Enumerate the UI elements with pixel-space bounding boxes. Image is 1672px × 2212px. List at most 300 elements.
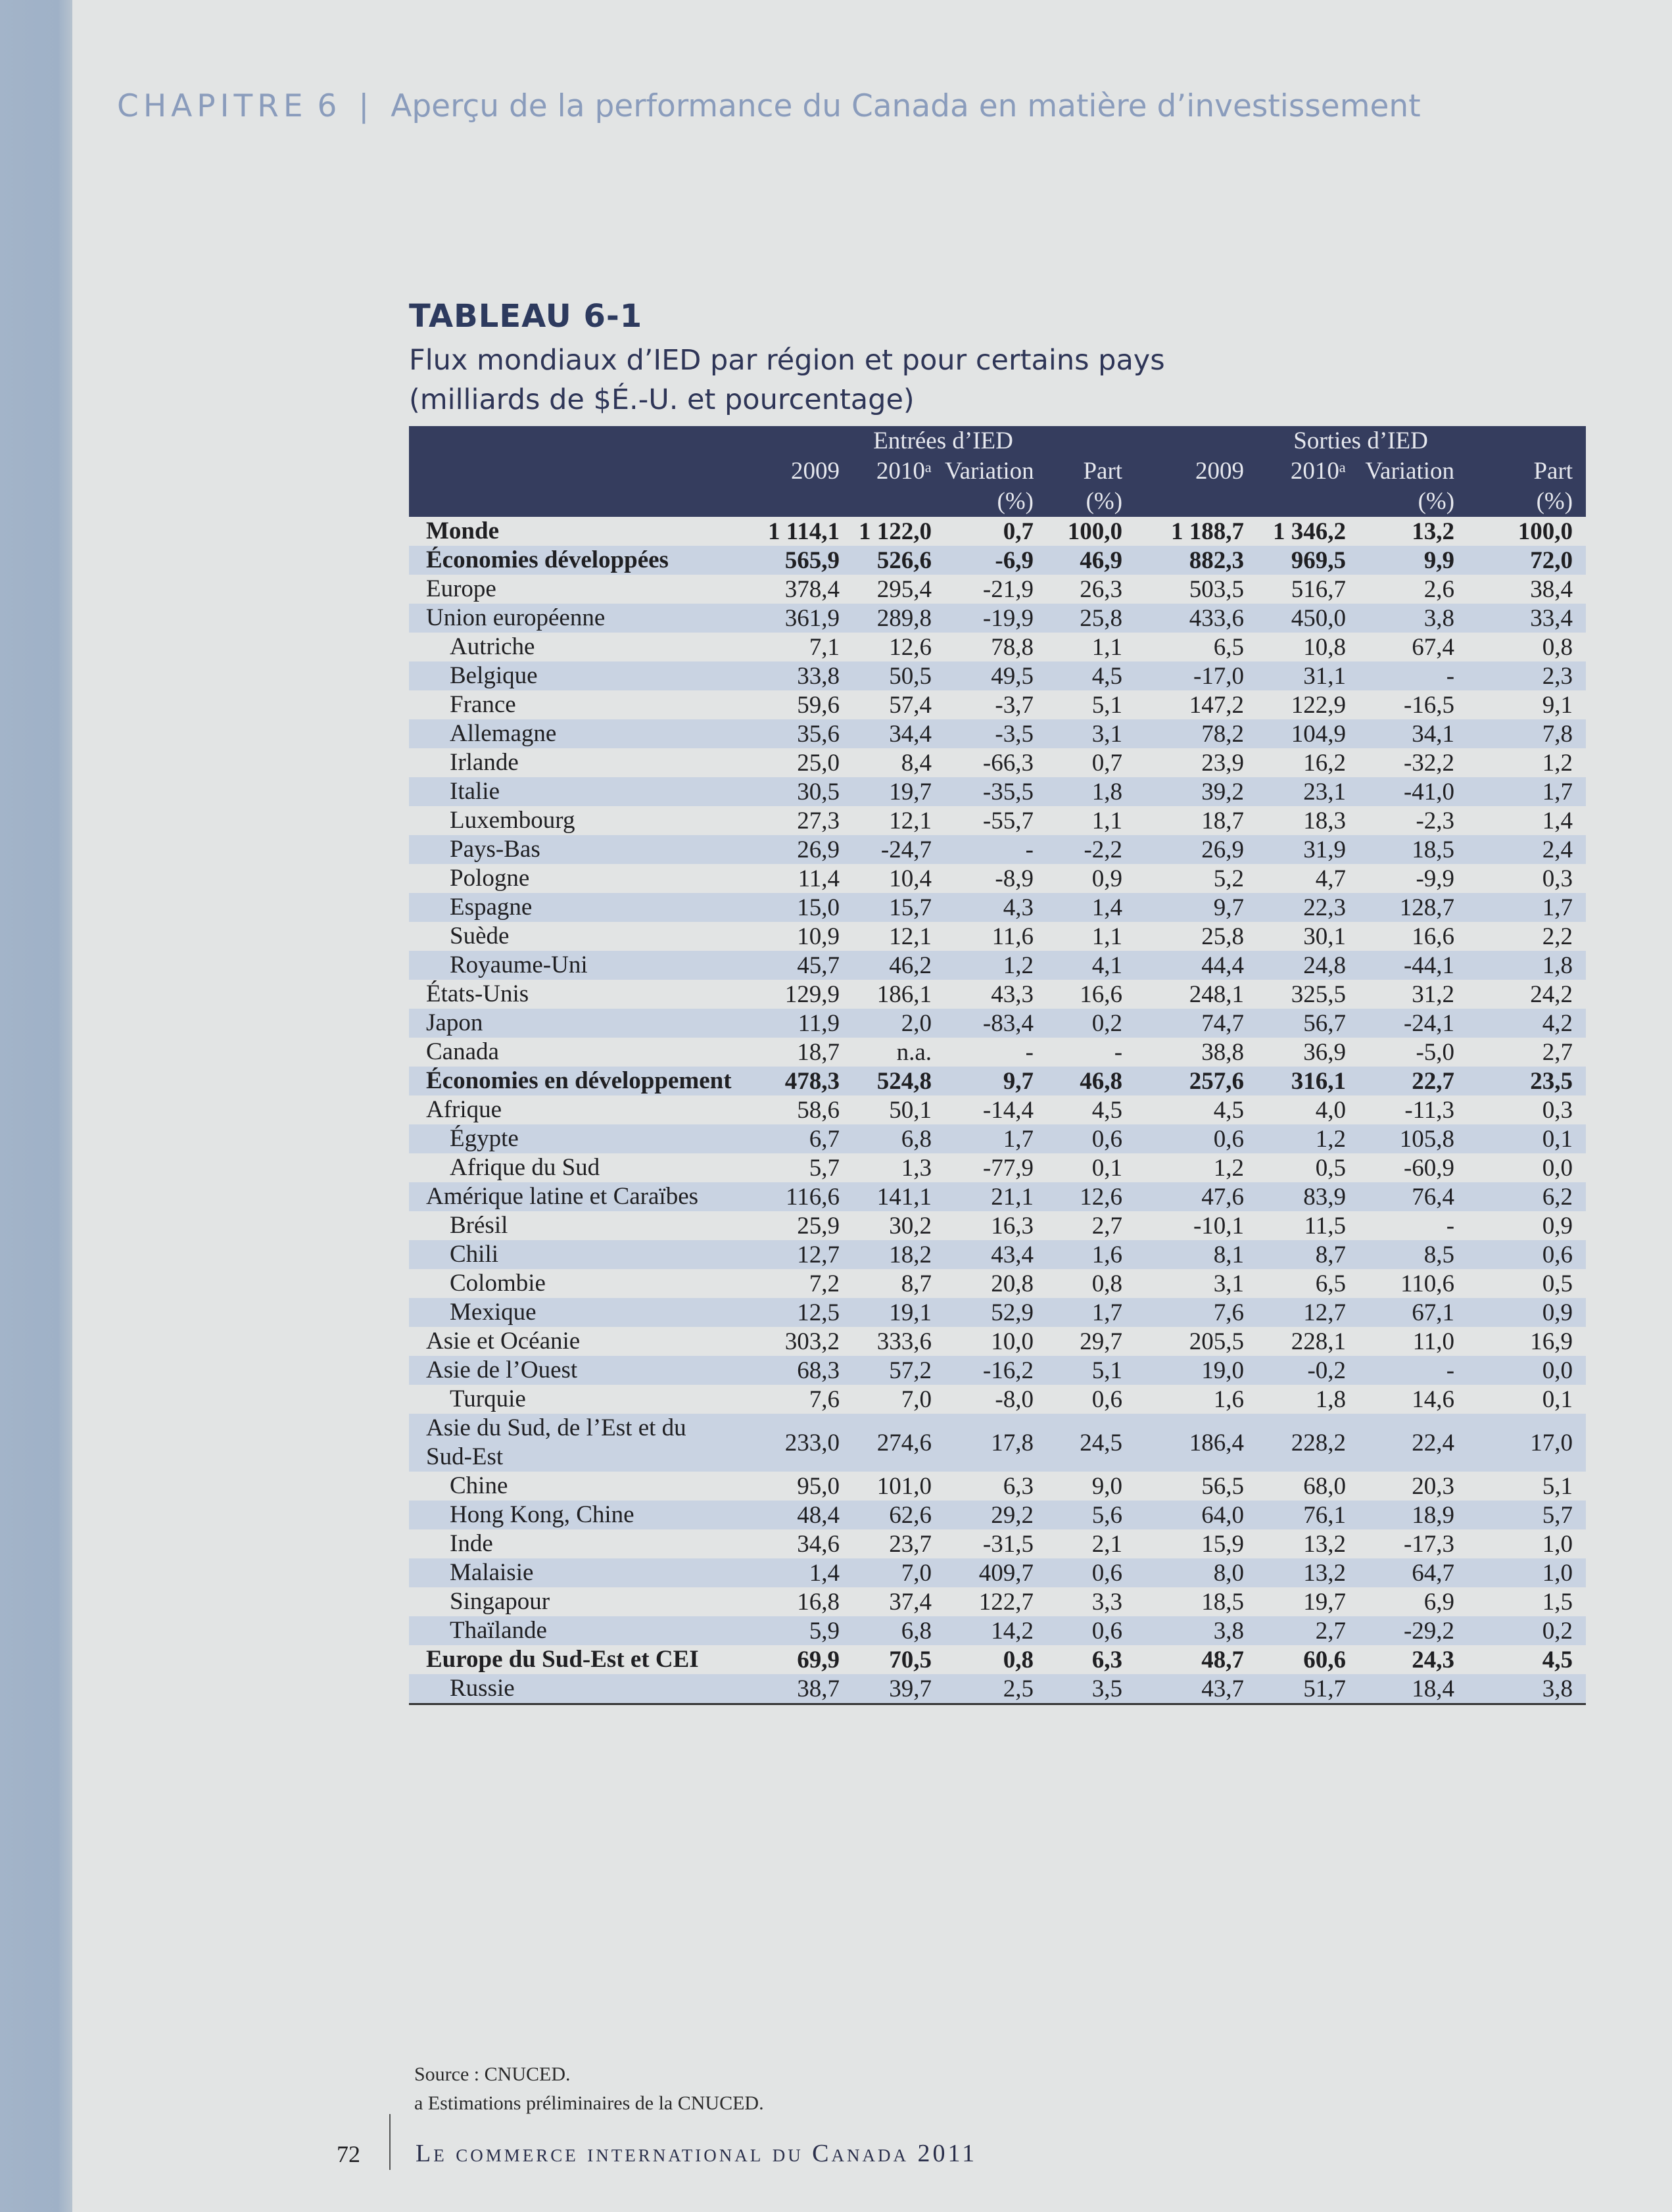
value-cell: 68,3 [751,1356,853,1385]
value-cell: -29,2 [1359,1616,1468,1645]
value-cell: 11,5 [1304,1212,1347,1239]
value-cell: -66,3 [982,749,1034,777]
value-cell: 22,3 [1257,893,1359,922]
value-cell: 5,2 [1213,865,1245,892]
value-cell: 34,6 [797,1530,840,1558]
value-cell: 0,8 [1542,633,1573,661]
value-cell: 18,3 [1303,807,1347,834]
row-label: Économies en développement [409,1067,751,1095]
value-cell: 3,8 [1468,1674,1586,1704]
value-cell: 15,0 [751,893,853,922]
value-cell: - [945,835,1047,864]
value-cell: - [1359,661,1468,690]
value-cell: 8,1 [1135,1240,1257,1269]
row-label: Amérique latine et Caraïbes [409,1182,751,1211]
value-cell: 0,9 [1542,1212,1573,1239]
table-row [409,1182,1586,1211]
chapter-header [117,88,1421,124]
row-label: Chine [450,1472,508,1499]
value-cell: 0,0 [1468,1356,1586,1385]
table-row [409,748,1586,777]
value-cell: 46,8 [1047,1067,1135,1095]
value-cell: 15,9 [1201,1530,1245,1558]
column-header: Variation [945,456,1047,487]
row-label: Afrique [426,1096,502,1123]
value-cell: -31,5 [982,1530,1034,1558]
row-label: Asie du Sud, de l’Est et du Sud-Est [409,1414,751,1472]
value-cell: 186,4 [1135,1414,1257,1472]
table-row [409,690,1586,719]
value-cell: 2,7 [1542,1038,1573,1066]
value-cell: 26,9 [1135,835,1257,864]
value-cell: 2,7 [1257,1616,1359,1645]
value-cell: 6,5 [1213,633,1245,661]
value-cell: 409,7 [945,1558,1047,1587]
table-header [409,426,1586,517]
value-cell: 4,5 [1091,1096,1123,1124]
table-row [409,1385,1586,1414]
value-cell: 18,4 [1359,1674,1468,1704]
value-cell: 6,9 [1423,1588,1455,1616]
value-cell: 1,2 [1257,1124,1359,1153]
value-cell: 16,6 [1080,980,1123,1008]
value-cell: -24,7 [853,835,945,864]
value-cell: 16,6 [1412,923,1455,950]
value-cell: 17,0 [1468,1414,1586,1472]
value-cell: -14,4 [982,1096,1034,1124]
row-label: Union européenne [409,604,751,633]
value-cell: 433,6 [1135,604,1257,633]
table-row [409,835,1586,864]
value-cell: 0,3 [1542,1096,1573,1124]
column-header: 2010ᵃ [853,456,945,487]
value-cell: 10,0 [991,1328,1034,1355]
value-cell: 5,7 [1468,1501,1586,1529]
value-cell: 56,7 [1257,1009,1359,1038]
value-cell: 1,2 [945,951,1047,980]
value-cell: -9,9 [1416,865,1455,892]
table-row [409,1095,1586,1124]
column-unit: (%) [1359,487,1468,517]
value-cell: -0,2 [1257,1356,1359,1385]
value-cell: 36,9 [1303,1038,1347,1066]
page-binding-edge [0,0,72,2212]
value-cell: 4,7 [1315,865,1347,892]
row-label: Hong Kong, Chine [409,1501,751,1529]
column-header: 2010ᵃ [1257,456,1359,487]
row-label: Pays-Bas [409,835,751,864]
value-cell: 122,9 [1291,691,1347,719]
row-label: Espagne [409,893,751,922]
column-header: Part [1468,456,1586,487]
value-cell: 1,4 [751,1558,853,1587]
value-cell: 6,3 [1003,1472,1034,1500]
table-label: TABLEAU 6-1 [409,298,643,335]
value-cell: - [1359,1356,1468,1385]
value-cell: 18,2 [853,1240,945,1269]
row-label: Suède [450,923,510,950]
value-cell: 0,2 [1468,1616,1586,1645]
value-cell: 24,8 [1257,951,1359,980]
value-cell: 3,8 [1135,1616,1257,1645]
group-header-outflows: Sorties d’IED [1135,426,1586,456]
value-cell: 76,1 [1257,1501,1359,1529]
value-cell: 5,9 [751,1616,853,1645]
row-label: Irlande [450,749,519,776]
value-cell: 882,3 [1135,546,1257,575]
value-cell: 38,8 [1201,1038,1245,1066]
value-cell: 0,1 [1091,1154,1123,1182]
value-cell: 1 114,1 [768,517,840,545]
value-cell: 72,0 [1468,546,1586,575]
value-cell: 11,0 [1412,1328,1455,1355]
value-cell: -19,9 [945,604,1047,633]
value-cell: 24,2 [1530,980,1573,1008]
value-cell: n.a. [896,1038,932,1066]
chapter-separator: | [358,88,370,124]
value-cell: 17,8 [945,1414,1047,1472]
value-cell: 295,4 [876,575,932,603]
value-cell: 12,1 [889,923,932,950]
value-cell: 4,3 [945,893,1047,922]
table-row [409,1645,1586,1674]
value-cell: 24,5 [1047,1414,1135,1472]
value-cell: 325,5 [1291,980,1347,1008]
value-cell: 110,6 [1400,1270,1455,1297]
value-cell: 105,8 [1359,1124,1468,1153]
value-cell: -32,2 [1403,749,1455,777]
row-label: Égypte [409,1124,751,1153]
value-cell: 2,4 [1468,835,1586,864]
value-cell: - [1446,1212,1455,1239]
row-label: Économies développées [409,546,751,575]
value-cell: 0,7 [1091,749,1123,777]
value-cell: 23,5 [1468,1067,1586,1095]
value-cell: 33,4 [1468,604,1586,633]
value-cell: 38,7 [751,1674,853,1704]
row-label: Turquie [450,1385,526,1412]
column-unit: (%) [945,487,1047,517]
value-cell: 95,0 [797,1472,840,1500]
value-cell: -77,9 [982,1154,1034,1182]
value-cell: 100,0 [1517,517,1573,545]
value-cell: 2,3 [1468,661,1586,690]
row-label: Japon [409,1009,751,1038]
value-cell: 11,4 [798,865,840,892]
table-row [409,1356,1586,1385]
value-cell: -41,0 [1359,777,1468,806]
table-row [409,1674,1586,1704]
value-cell: 129,9 [784,980,840,1008]
value-cell: 3,1 [1047,719,1135,748]
value-cell: -11,3 [1404,1096,1455,1124]
value-cell: 116,6 [751,1182,853,1211]
value-cell: 5,7 [809,1154,840,1182]
value-cell: 21,1 [945,1182,1047,1211]
value-cell: 1,2 [1213,1154,1245,1182]
table-row [409,980,1586,1009]
footer-divider [389,2114,391,2170]
value-cell: 1,8 [1315,1385,1347,1413]
value-cell: 30,5 [751,777,853,806]
value-cell: 1,0 [1542,1530,1573,1558]
value-cell: 18,9 [1359,1501,1468,1529]
value-cell: 1,7 [1468,893,1586,922]
value-cell: -44,1 [1359,951,1468,980]
value-cell: 16,2 [1303,749,1347,777]
value-cell: -24,1 [1359,1009,1468,1038]
value-cell: 19,7 [1303,1588,1347,1616]
value-cell: 12,1 [889,807,932,834]
value-cell: 62,6 [853,1501,945,1529]
row-label: Belgique [409,661,751,690]
value-cell: 7,1 [809,633,840,661]
value-cell: 257,6 [1135,1067,1257,1095]
value-cell: 46,9 [1047,546,1135,575]
value-cell: 29,7 [1080,1328,1123,1355]
column-unit: (%) [1468,487,1586,517]
value-cell: 67,1 [1359,1298,1468,1327]
value-cell: 18,7 [1201,807,1245,834]
table-row [409,1067,1586,1095]
value-cell: 450,0 [1257,604,1359,633]
value-cell: -2,2 [1047,835,1135,864]
value-cell: 35,6 [751,719,853,748]
table-row [409,1587,1586,1616]
value-cell: 9,1 [1542,691,1573,719]
value-cell: 5,1 [1047,1356,1135,1385]
chapter-title: Aperçu de la performance du Canada en matière d’investissement [391,88,1421,124]
value-cell: 60,6 [1303,1646,1347,1673]
value-cell: 1,3 [901,1154,932,1182]
row-label: Monde [426,517,499,544]
value-cell: 1 346,2 [1273,517,1347,545]
row-label: Europe [426,575,496,602]
row-label: Luxembourg [450,807,575,834]
value-cell: 34,1 [1359,719,1468,748]
value-cell: -8,9 [995,865,1034,892]
publication-title: Le commerce international du Canada 2011 [416,2140,978,2167]
value-cell: 1,1 [1091,923,1123,950]
table-row [409,575,1586,604]
table-row [409,719,1586,748]
fdi-flows-table [409,426,1586,1705]
value-cell: 1,7 [945,1124,1047,1153]
value-cell: 19,1 [853,1298,945,1327]
table-row [409,893,1586,922]
table-title-line2: (milliards de $É.-U. et pourcentage) [409,383,915,416]
value-cell: 14,6 [1412,1385,1455,1413]
row-label: Malaisie [409,1558,751,1587]
value-cell: 10,4 [889,865,932,892]
value-cell: 565,9 [751,546,853,575]
value-cell: 7,8 [1468,719,1586,748]
table-row [409,604,1586,633]
column-unit [853,487,945,517]
value-cell: 12,5 [751,1298,853,1327]
value-cell: 0,0 [1542,1154,1573,1182]
value-cell: 147,2 [1189,691,1245,719]
value-cell: 27,3 [797,807,840,834]
value-cell: 6,2 [1468,1182,1586,1211]
table-row [409,1298,1586,1327]
value-cell: 25,8 [1201,923,1245,950]
value-cell: 18,5 [1201,1588,1245,1616]
row-label: Allemagne [409,719,751,748]
value-cell: 59,6 [797,691,840,719]
value-cell: 68,0 [1303,1472,1347,1500]
value-cell: -5,0 [1416,1038,1455,1066]
value-cell: 9,7 [945,1067,1047,1095]
value-cell: 3,8 [1359,604,1468,633]
value-cell: 0,8 [1003,1646,1034,1673]
value-cell: 31,2 [1412,980,1455,1008]
value-cell: 101,0 [876,1472,932,1500]
value-cell: 0,1 [1468,1124,1586,1153]
row-label: Asie et Océanie [426,1328,581,1355]
row-label: Singapour [450,1588,550,1615]
value-cell: 25,8 [1047,604,1135,633]
value-cell: -17,0 [1135,661,1257,690]
column-header: Variation [1359,456,1468,487]
value-cell: 7,0 [901,1385,932,1413]
value-cell: 6,5 [1315,1270,1347,1297]
table-row [409,1240,1586,1269]
value-cell: 1 122,0 [859,517,932,545]
value-cell: 25,9 [797,1212,840,1239]
value-cell: 6,8 [853,1124,945,1153]
row-label: Chili [409,1240,751,1269]
estimate-note: a Estimations préliminaires de la CNUCED. [414,2092,764,2114]
value-cell: 67,4 [1412,633,1455,661]
value-cell: - [1025,1038,1034,1066]
value-cell: -3,7 [995,691,1034,719]
value-cell: 503,5 [1189,575,1245,603]
value-cell: 45,7 [751,951,853,980]
value-cell: 524,8 [853,1067,945,1095]
value-cell: -55,7 [982,807,1034,834]
value-cell: 69,9 [797,1646,840,1673]
value-cell: 51,7 [1257,1674,1359,1704]
value-cell: 1 188,7 [1171,517,1245,545]
value-cell: 0,6 [1047,1124,1135,1153]
value-cell: 969,5 [1257,546,1359,575]
table-row [409,1269,1586,1298]
table-title [409,341,1395,420]
value-cell: 1,2 [1542,749,1573,777]
value-cell: 5,1 [1542,1472,1573,1500]
value-cell: 19,7 [853,777,945,806]
value-cell: 10,9 [797,923,840,950]
chapter-word: CHAPITRE [117,88,308,124]
value-cell: 56,5 [1201,1472,1245,1500]
value-cell: 70,5 [889,1646,932,1673]
value-cell: 13,2 [1257,1558,1359,1587]
column-header: 2009 [751,456,853,487]
value-cell: 228,1 [1291,1328,1347,1355]
column-header: 2009 [1135,456,1257,487]
value-cell: 12,6 [889,633,932,661]
value-cell: 39,2 [1135,777,1257,806]
row-label: Inde [450,1530,493,1557]
value-cell: 6,3 [1091,1646,1123,1673]
value-cell: 3,3 [1091,1588,1123,1616]
value-cell: 1,6 [1047,1240,1135,1269]
value-cell: 8,7 [1257,1240,1359,1269]
value-cell: -21,9 [982,575,1034,603]
value-cell: 33,8 [751,661,853,690]
table-row [409,1153,1586,1182]
value-cell: 15,7 [853,893,945,922]
page-number: 72 [337,2141,360,2167]
value-cell: 78,2 [1135,719,1257,748]
value-cell: 50,5 [853,661,945,690]
table-row [409,546,1586,575]
value-cell: 47,6 [1135,1182,1257,1211]
value-cell: 64,0 [1135,1501,1257,1529]
value-cell: 1,6 [1213,1385,1245,1413]
table-row [409,1414,1586,1472]
value-cell: 30,2 [889,1212,932,1239]
table-row [409,1501,1586,1529]
column-header: Part [1047,456,1135,487]
value-cell: 11,9 [751,1009,853,1038]
value-cell: 16,9 [1530,1328,1573,1355]
value-cell: -16,5 [1403,691,1455,719]
value-cell: -35,5 [945,777,1047,806]
value-cell: 31,9 [1257,835,1359,864]
value-cell: 57,4 [889,691,932,719]
value-cell: 0,2 [1047,1009,1135,1038]
value-cell: 50,1 [889,1096,932,1124]
value-cell: 128,7 [1359,893,1468,922]
value-cell: 23,1 [1257,777,1359,806]
value-cell: 141,1 [853,1182,945,1211]
value-cell: 516,7 [1291,575,1347,603]
value-cell: 7,6 [809,1385,840,1413]
value-cell: 0,6 [1047,1558,1135,1587]
value-cell: 478,3 [751,1067,853,1095]
value-cell: -60,9 [1403,1154,1455,1182]
value-cell: -83,4 [945,1009,1047,1038]
value-cell: 22,7 [1359,1067,1468,1095]
value-cell: 122,7 [978,1588,1034,1616]
value-cell: 43,4 [945,1240,1047,1269]
table-footnotes [414,2060,764,2118]
row-label: Europe du Sud-Est et CEI [426,1646,699,1673]
value-cell: 4,5 [1542,1646,1573,1673]
table-row [409,1529,1586,1558]
row-label: Autriche [450,633,535,660]
column-unit: (%) [1047,487,1135,517]
row-label: Mexique [409,1298,751,1327]
row-label: Asie de l’Ouest [409,1356,751,1385]
value-cell: 37,4 [889,1588,932,1616]
value-cell: 4,5 [1047,661,1135,690]
value-cell: 303,2 [784,1328,840,1355]
value-cell: 526,6 [853,546,945,575]
value-cell: 9,7 [1135,893,1257,922]
table-row [409,806,1586,835]
value-cell: 76,4 [1359,1182,1468,1211]
value-cell: 0,7 [1003,517,1034,545]
value-cell: 4,5 [1213,1096,1245,1124]
value-cell: 186,1 [876,980,932,1008]
table-body [409,517,1586,1704]
value-cell: 29,2 [945,1501,1047,1529]
value-cell: 0,3 [1542,865,1573,892]
value-cell: 2,2 [1542,923,1573,950]
